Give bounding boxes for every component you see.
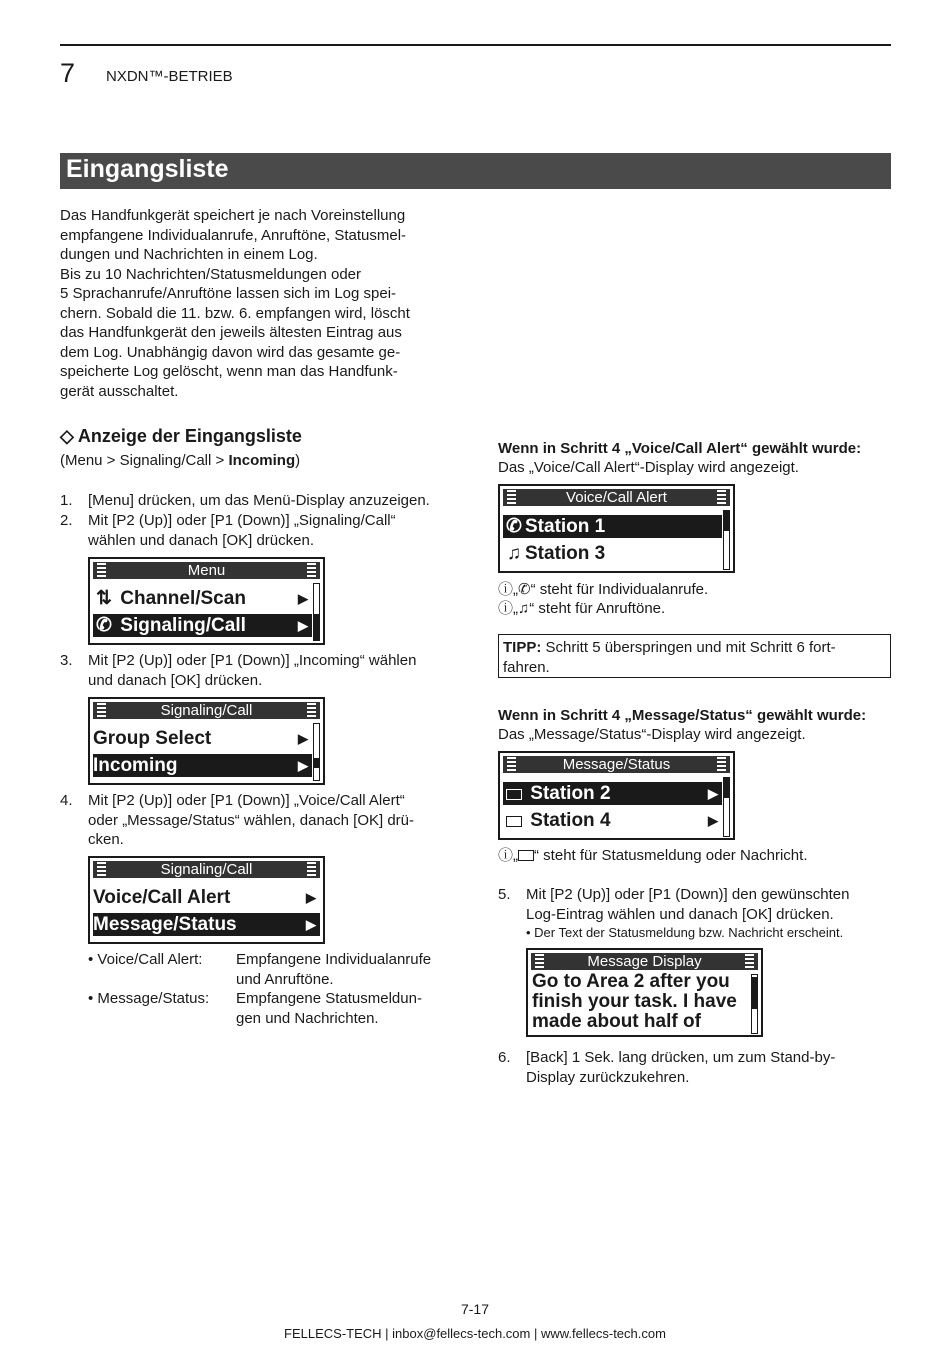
scrollbar xyxy=(313,723,320,781)
scrollbar xyxy=(723,777,730,837)
def-message-desc: Empfangene Statusmeldun- gen und Nachrichten. xyxy=(236,990,422,1027)
envelope-icon xyxy=(518,850,534,861)
intro-paragraph: Das Handfunkgerät speichert je nach Voreinstellung empfangene Individualanrufe, Anruftöne, Statusmel- dungen und Nachrichten in einem Log. Bis zu 10 Nachrichten/Statusmeldungen oder 5 Sprachanrufe/Anruftöne lassen sich im Log spei- chern. Sobald die 11. bzw. 6. empfangen wird, löscht das Handfunkgerät den jeweils ältesten Eintrag aus dem Log. Unabhängig davon wird das gesamte ge- speicherte Log gelöscht, wenn man das Handfunk- gerät ausschaltet. xyxy=(60,207,410,400)
def-message-term: • Message/Status: xyxy=(88,990,210,1007)
note-bell: ⓘ„♫“ steht für Anruftöne. xyxy=(498,600,666,617)
tip-box: TIPP: Schritt 5 überspringen und mit Schritt 6 fort- fahren. xyxy=(498,634,891,678)
menu-row-channel-scan: ⇅ Channel/Scan ▶ xyxy=(93,587,312,610)
info-icon: ⓘ xyxy=(498,847,514,864)
note-envelope: ⓘ„ “ steht für Statusmeldung oder Nachricht. xyxy=(498,847,808,864)
note-phone: ⓘ„✆“ steht für Individualanrufe. xyxy=(498,581,709,598)
bell-icon: ♫ xyxy=(518,600,530,617)
row-group-select: Group Select ▶ xyxy=(93,728,308,749)
envelope-icon xyxy=(506,789,522,800)
phone-icon: ✆ xyxy=(518,581,531,598)
step-5-note: • Der Text der Statusmeldung bzw. Nachricht erscheint. xyxy=(526,925,844,940)
phone-icon: ✆ xyxy=(96,615,112,636)
lcd-signaling-2: Signaling/Call Voice/Call Alert ▶ Message/Status ▶ xyxy=(88,856,325,944)
step-1: 1. [Menu] drücken, um das Menü-Display anzuzeigen. xyxy=(60,492,430,509)
footer-contact: FELLECS-TECH | inbox@fellecs-tech.com | www.fellecs-tech.com xyxy=(284,1326,666,1341)
scrollbar xyxy=(751,974,758,1034)
message-text: Go to Area 2 after you finish your task. I have made about half of xyxy=(532,971,737,1032)
section-bar xyxy=(60,153,891,189)
row-station-4: Station 4 ▶ xyxy=(503,809,722,832)
section-title: Eingangsliste xyxy=(66,155,229,183)
envelope-icon xyxy=(506,816,522,827)
message-subtext: Das „Message/Status“-Display wird angezeigt. xyxy=(498,726,806,743)
def-voice-desc: Empfangene Individualanrufe und Anruftöne. xyxy=(236,951,432,988)
step-6: 6. [Back] 1 Sek. lang drücken, um zum Stand-by- Display zurückzukehren. xyxy=(498,1049,836,1086)
info-icon: ⓘ xyxy=(498,600,514,617)
voice-heading: Wenn in Schritt 4 „Voice/Call Alert“ gewählt wurde: xyxy=(498,440,862,457)
row-incoming: Incoming ▶ xyxy=(93,754,312,777)
updown-icon: ⇅ xyxy=(96,588,112,609)
row-message-status: Message/Status ▶ xyxy=(93,913,320,936)
phone-icon: ✆ xyxy=(506,516,522,537)
info-icon: ⓘ xyxy=(498,581,514,598)
scrollbar xyxy=(313,583,320,641)
header-rule xyxy=(60,44,891,46)
lcd-message-display: Message Display Go to Area 2 after you finish your task. I have made about half of xyxy=(526,948,763,1037)
step-4: 4. Mit [P2 (Up)] oder [P1 (Down)] „Voice/Call Alert“ oder „Message/Status“ wählen, danach [OK] drü- cken. xyxy=(60,792,415,848)
subsection-heading: ◇ Anzeige der Eingangsliste xyxy=(60,426,302,446)
menu-path: (Menu > Signaling/Call > Incoming) xyxy=(60,452,301,469)
lcd-signaling-1: Signaling/Call Group Select ▶ Incoming ▶ xyxy=(88,697,325,785)
def-voice-term: • Voice/Call Alert: xyxy=(88,951,203,968)
chapter-title: NXDN™-BETRIEB xyxy=(106,68,233,85)
step-2: 2. Mit [P2 (Up)] oder [P1 (Down)] „Signaling/Call“ wählen und danach [OK] drücken. xyxy=(60,512,396,549)
row-station-3: ♫ Station 3 xyxy=(503,542,722,565)
lcd-message-status: Message/Status Station 2 ▶ Station 4 ▶ xyxy=(498,751,735,840)
scrollbar xyxy=(723,510,730,570)
lcd-voice-call-alert: Voice/Call Alert ✆ Station 1 ♫ Station 3 xyxy=(498,484,735,573)
bell-icon: ♫ xyxy=(506,543,522,564)
row-voice-call-alert: Voice/Call Alert ▶ xyxy=(93,887,316,908)
voice-subtext: Das „Voice/Call Alert“-Display wird angezeigt. xyxy=(498,459,799,476)
lcd-menu: Menu ⇅ Channel/Scan ▶ ✆ Signaling/Call ▶ xyxy=(88,557,325,645)
message-heading: Wenn in Schritt 4 „Message/Status“ gewählt wurde: xyxy=(498,707,867,724)
chapter-number: 7 xyxy=(60,58,76,88)
page-number: 7-17 xyxy=(460,1301,490,1317)
step-5: 5. Mit [P2 (Up)] oder [P1 (Down)] den gewünschten Log-Eintrag wählen und danach [OK] drücken. • Der Text der Statusmeldung bzw. Nachricht erscheint. xyxy=(498,885,891,945)
diamond-icon: ◇ xyxy=(60,426,74,446)
step-3: 3. Mit [P2 (Up)] oder [P1 (Down)] „Incoming“ wählen und danach [OK] drücken. xyxy=(60,652,417,689)
menu-row-signaling-call: ✆ Signaling/Call ▶ xyxy=(93,614,312,637)
row-station-1: ✆ Station 1 xyxy=(503,515,722,538)
row-station-2: Station 2 ▶ xyxy=(503,782,722,805)
